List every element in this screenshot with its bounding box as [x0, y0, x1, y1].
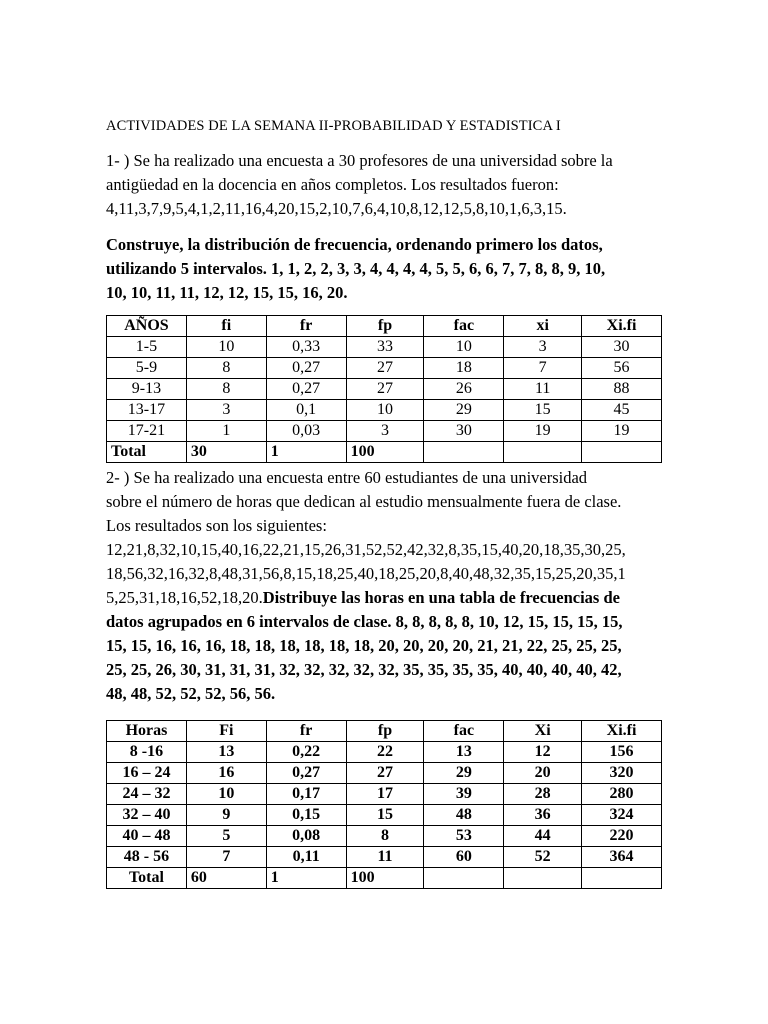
table-row [107, 763, 662, 784]
q1-instruction-line: Construye, la distribución de frecuencia, ordenando primero los datos, [106, 235, 603, 254]
table-cell: 32 – 40 [107, 805, 187, 826]
q2-data-tail: 5,25,31,18,16,52,18,20. [106, 588, 263, 607]
q2-mixed-line [106, 586, 662, 610]
q2-line: 18,56,32,16,32,8,48,31,56,8,15,18,25,40,18,25,20,8,40,48,32,35,15,25,20,35,1 [106, 564, 626, 583]
table-cell: 7 [186, 847, 266, 868]
table-cell: 56 [582, 358, 662, 379]
table-cell: 3 [186, 400, 266, 421]
table-cell: 8 [346, 826, 424, 847]
column-header: fac [424, 721, 504, 742]
table-cell: 88 [582, 379, 662, 400]
table-wrapper [106, 720, 662, 889]
frequency-table-anos [106, 315, 662, 463]
total-row [107, 442, 662, 463]
q1-instruction-line: utilizando 5 intervalos. 1, 1, 2, 2, 3, 3, 4, 4, 4, 4, 5, 5, 6, 6, 7, 7, 8, 8, 9, 10, [106, 259, 606, 278]
q2-bold-line [106, 610, 662, 634]
table-cell: 3 [504, 337, 582, 358]
table-cell: 8 -16 [107, 742, 187, 763]
table-header-row [107, 316, 662, 337]
total-cell [504, 868, 582, 889]
table-cell: 0,27 [266, 358, 346, 379]
table-cell: 9-13 [107, 379, 187, 400]
table-cell: 60 [424, 847, 504, 868]
table-cell: 18 [424, 358, 504, 379]
table-cell: 5-9 [107, 358, 187, 379]
table-cell: 0,27 [266, 763, 346, 784]
table-cell: 220 [582, 826, 662, 847]
column-header: fi [186, 316, 266, 337]
table-row [107, 421, 662, 442]
q2-bold-text: datos agrupados en 6 intervalos de clase. 8, 8, 8, 8, 8, 10, 12, 15, 15, 15, 15, [106, 612, 623, 631]
table-cell: 45 [582, 400, 662, 421]
q2-line: sobre el número de horas que dedican al estudio mensualmente fuera de clase. [106, 492, 622, 511]
table-cell: 10 [186, 784, 266, 805]
column-header: Horas [107, 721, 187, 742]
q1-instruction-line: 10, 10, 11, 11, 12, 12, 15, 15, 16, 20. [106, 283, 348, 302]
table-cell: 10 [346, 400, 424, 421]
table-cell: 8 [186, 358, 266, 379]
table-cell: 8 [186, 379, 266, 400]
column-header: fr [266, 316, 346, 337]
column-header: Fi [186, 721, 266, 742]
table-cell: 0,08 [266, 826, 346, 847]
table-cell: 13 [424, 742, 504, 763]
table-cell: 19 [582, 421, 662, 442]
table-cell: 29 [424, 400, 504, 421]
table-cell: 0,22 [266, 742, 346, 763]
table-cell: 15 [504, 400, 582, 421]
table-cell: 156 [582, 742, 662, 763]
table-row [107, 337, 662, 358]
table-cell: 19 [504, 421, 582, 442]
table-cell: 20 [504, 763, 582, 784]
table-cell: 7 [504, 358, 582, 379]
table-cell: 40 – 48 [107, 826, 187, 847]
table-cell: 11 [346, 847, 424, 868]
q2-bold-text: 48, 48, 52, 52, 52, 56, 56. [106, 684, 276, 703]
q2-bold-line [106, 682, 662, 706]
frequency-table-horas [106, 720, 662, 889]
table-cell: 0,33 [266, 337, 346, 358]
table-cell: 324 [582, 805, 662, 826]
total-cell: 100 [346, 868, 424, 889]
q2-text [106, 466, 662, 706]
total-cell: 30 [186, 442, 266, 463]
total-cell: 60 [186, 868, 266, 889]
table-cell: 39 [424, 784, 504, 805]
table-cell: 364 [582, 847, 662, 868]
total-label: Total [107, 868, 187, 889]
table-row [107, 784, 662, 805]
table-cell: 0,1 [266, 400, 346, 421]
table-cell: 27 [346, 763, 424, 784]
table-row [107, 826, 662, 847]
total-cell [424, 868, 504, 889]
table-row [107, 379, 662, 400]
table-cell: 0,17 [266, 784, 346, 805]
table-cell: 12 [504, 742, 582, 763]
q2-line: Los resultados son los siguientes: [106, 516, 327, 535]
table-cell: 1 [186, 421, 266, 442]
table-cell: 27 [346, 358, 424, 379]
q2-bold-line [106, 658, 662, 682]
table-cell: 27 [346, 379, 424, 400]
table-cell: 52 [504, 847, 582, 868]
table-cell: 0,11 [266, 847, 346, 868]
q2-bold-text: 15, 15, 16, 16, 16, 18, 18, 18, 18, 18, 18, 20, 20, 20, 20, 21, 21, 22, 25, 25, 25, [106, 636, 622, 655]
table-cell: 13 [186, 742, 266, 763]
table-cell: 0,15 [266, 805, 346, 826]
column-header: fp [346, 721, 424, 742]
q2-line: 12,21,8,32,10,15,40,16,22,21,15,26,31,52,52,42,32,8,35,15,40,20,18,35,30,25, [106, 540, 626, 559]
table-row [107, 400, 662, 421]
document-title: ACTIVIDADES DE LA SEMANA II-PROBABILIDAD Y ESTADISTICA I [106, 118, 561, 134]
table-cell: 13-17 [107, 400, 187, 421]
column-header: AÑOS [107, 316, 187, 337]
total-cell: 100 [346, 442, 424, 463]
table-cell: 280 [582, 784, 662, 805]
q1-instruction [106, 233, 662, 305]
table-cell: 17 [346, 784, 424, 805]
total-cell [504, 442, 582, 463]
total-cell [582, 868, 662, 889]
column-header: fp [346, 316, 424, 337]
table-cell: 15 [346, 805, 424, 826]
q2-instruction-start: Distribuye las horas en una tabla de frecuencias de [262, 588, 620, 607]
table-cell: 22 [346, 742, 424, 763]
table-cell: 44 [504, 826, 582, 847]
q1-text [106, 149, 662, 221]
q2-bold-text: 25, 25, 26, 30, 31, 31, 31, 32, 32, 32, 32, 32, 35, 35, 35, 35, 40, 40, 40, 40, 42, [106, 660, 622, 679]
table-cell: 29 [424, 763, 504, 784]
total-cell [424, 442, 504, 463]
table-cell: 0,03 [266, 421, 346, 442]
q1-line: antigüedad en la docencia en años completos. Los resultados fueron: [106, 175, 559, 194]
column-header: fac [424, 316, 504, 337]
table-header-row [107, 721, 662, 742]
table-cell: 9 [186, 805, 266, 826]
column-header: Xi [504, 721, 582, 742]
table-cell: 320 [582, 763, 662, 784]
table-row [107, 358, 662, 379]
q2-bold-line [106, 634, 662, 658]
table-cell: 10 [424, 337, 504, 358]
column-header: xi [504, 316, 582, 337]
table-cell: 3 [346, 421, 424, 442]
table-cell: 53 [424, 826, 504, 847]
total-cell: 1 [266, 442, 346, 463]
q1-line: 4,11,3,7,9,5,4,1,2,11,16,4,20,15,2,10,7,6,4,10,8,12,12,5,8,10,1,6,3,15. [106, 199, 567, 218]
table-cell: 48 - 56 [107, 847, 187, 868]
table-cell: 36 [504, 805, 582, 826]
table-cell: 11 [504, 379, 582, 400]
table-cell: 10 [186, 337, 266, 358]
table-cell: 30 [582, 337, 662, 358]
table-row [107, 805, 662, 826]
table-cell: 5 [186, 826, 266, 847]
table-cell: 1-5 [107, 337, 187, 358]
table-cell: 16 – 24 [107, 763, 187, 784]
total-cell [582, 442, 662, 463]
table-cell: 0,27 [266, 379, 346, 400]
table-cell: 26 [424, 379, 504, 400]
total-cell: 1 [266, 868, 346, 889]
q1-line: 1- ) Se ha realizado una encuesta a 30 profesores de una universidad sobre la [106, 151, 613, 170]
table-cell: 24 – 32 [107, 784, 187, 805]
document-page [106, 118, 662, 889]
total-row [107, 868, 662, 889]
table-cell: 33 [346, 337, 424, 358]
q2-line: 2- ) Se ha realizado una encuesta entre 60 estudiantes de una universidad [106, 468, 588, 487]
column-header: Xi.fi [582, 721, 662, 742]
table-cell: 30 [424, 421, 504, 442]
table-row [107, 742, 662, 763]
table-row [107, 847, 662, 868]
table-cell: 16 [186, 763, 266, 784]
column-header: Xi.fi [582, 316, 662, 337]
table-cell: 48 [424, 805, 504, 826]
column-header: fr [266, 721, 346, 742]
table-cell: 17-21 [107, 421, 187, 442]
table-cell: 28 [504, 784, 582, 805]
total-label: Total [107, 442, 187, 463]
